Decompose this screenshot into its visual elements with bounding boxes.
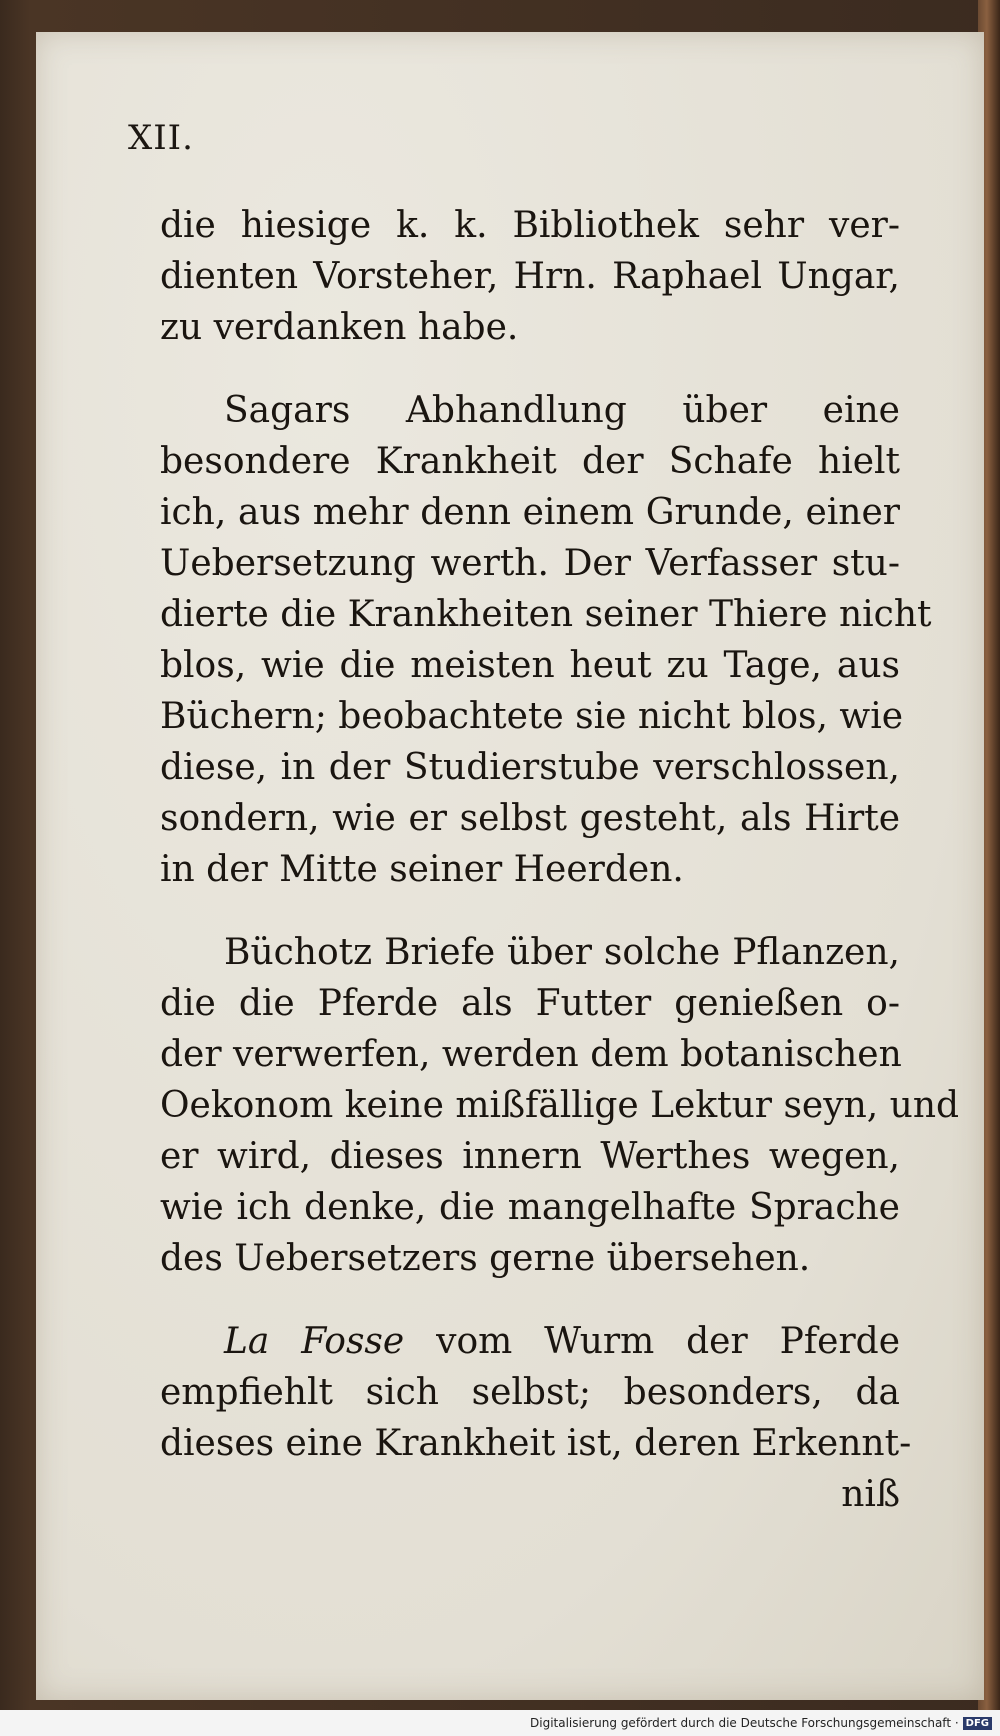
- page-text: [160, 200, 960, 1520]
- text-line: [160, 1316, 900, 1367]
- text-line: besondere Krankheit der Schafe hielt: [160, 441, 900, 482]
- text-line: blos, wie die meisten heut zu Tage, aus: [160, 645, 900, 686]
- digitization-footer: [0, 1710, 1000, 1736]
- text-line: ich, aus mehr denn einem Grunde, einer: [160, 492, 900, 533]
- text-fragment: vom Wurm der Pferde: [404, 1321, 901, 1362]
- text-line: diese, in der Studierstube verschlossen,: [160, 747, 900, 788]
- text-line: Sagars Abhandlung über eine: [224, 390, 900, 431]
- italic-title: La Fosse: [224, 1321, 405, 1362]
- paragraph-1: [160, 200, 900, 353]
- footer-text: Digitalisierung gefördert durch die Deutsche Forschungsgemeinschaft ·: [530, 1716, 959, 1730]
- dfg-logo: DFG: [963, 1717, 992, 1730]
- text-line: dienten Vorsteher, Hrn. Raphael Ungar,: [160, 256, 900, 297]
- text-line: sondern, wie er selbst gesteht, als Hirte: [160, 798, 900, 839]
- text-line: die die Pferde als Futter genießen o-: [160, 983, 900, 1024]
- paragraph-4: [160, 1316, 912, 1520]
- paragraph-2: [160, 385, 932, 895]
- text-line: in der Mitte seiner Heerden.: [160, 849, 684, 890]
- page-number: XII.: [128, 118, 194, 158]
- text-line: Büchotz Briefe über solche Pflanzen,: [224, 932, 900, 973]
- catchword: niß: [841, 1474, 900, 1515]
- paragraph-3: [160, 927, 960, 1284]
- text-line: des Uebersetzers gerne übersehen.: [160, 1238, 811, 1279]
- text-line: Büchern; beobachtete sie nicht blos, wie: [160, 696, 904, 737]
- text-line: Uebersetzung werth. Der Verfasser stu-: [160, 543, 900, 584]
- text-line: empfiehlt sich selbst; besonders, da: [160, 1372, 900, 1413]
- text-line: wie ich denke, die mangelhafte Sprache: [160, 1187, 900, 1228]
- text-line: die hiesige k. k. Bibliothek sehr ver-: [160, 205, 900, 246]
- text-line: zu verdanken habe.: [160, 307, 519, 348]
- text-line: er wird, dieses innern Werthes wegen,: [160, 1136, 900, 1177]
- text-line: der verwerfen, werden dem botanischen: [160, 1034, 902, 1075]
- text-line: dieses eine Krankheit ist, deren Erkennt-: [160, 1423, 912, 1464]
- text-line: Oekonom keine mißfällige Lektur seyn, und: [160, 1085, 960, 1126]
- text-line: dierte die Krankheiten seiner Thiere nicht: [160, 594, 932, 635]
